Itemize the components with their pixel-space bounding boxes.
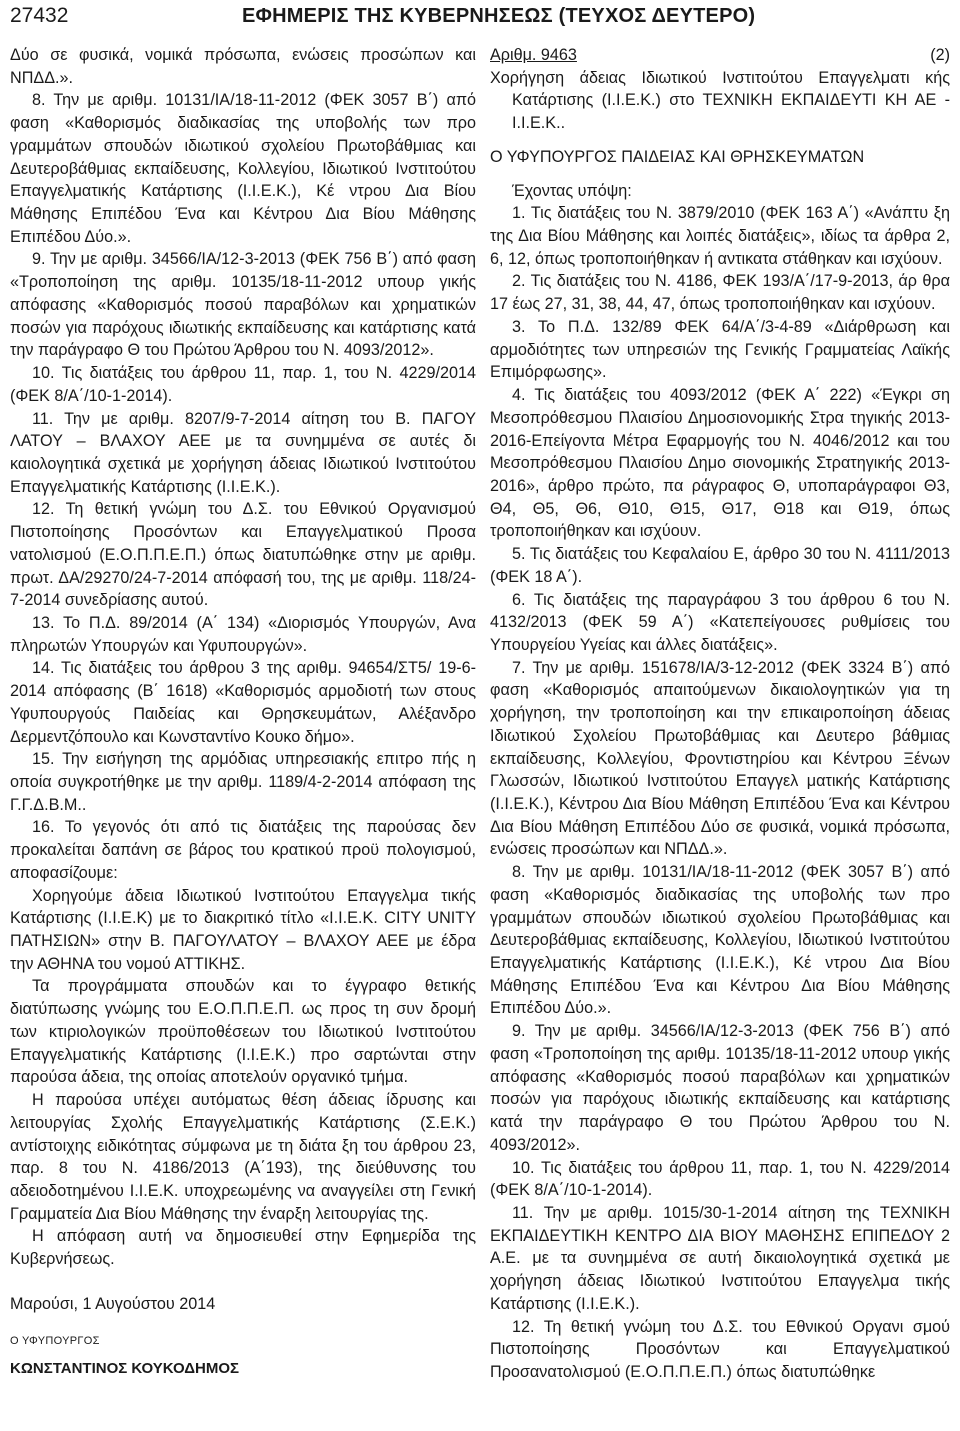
notice-number-line (490, 44, 950, 67)
paragraph: Η παρούσα υπέχει αυτόματως θέση άδειας ίδρυσης και λειτουργίας Σχολής Επαγγελματικής Κατάρτισης (Σ.Ε.Κ.) αντίστοιχης ειδικότητας σύμφωνα με τη διάτα ξη του άρθρου 23, παρ. 8 του Ν. 4186/2013 (Α΄193), της διεύθυνσης του αδειοδοτημένου Ι.Ι.Ε.Κ. υποχρεωμένης να αναγγείλει στη Γενική Γραμματεία Δια Βίου Μάθησης την έναρξη λειτουργίας της. (10, 1091, 476, 1223)
paragraph: 3. Το Π.Δ. 132/89 ΦΕΚ 64/Α΄/3-4-89 «Διάρθρωση και αρμοδιότητες των υπηρεσιών της Γενικής Γραμματείας Λαϊκής Επιμόρφωσης». (490, 317, 950, 382)
paragraph: 11. Την με αριθμ. 8207/9-7-2014 αίτηση του Β. ΠΑΓΟΥ ΛΑΤΟΥ – ΒΛΑΧΟΥ ΑΕΕ με τα συνημμένα σε αυτές δι καιολογητικά σχετικά με χορήγηση άδειας Ιδιωτικού Ινστιτούτου Επαγγελματικής Κατάρτισης (Ι.Ι.Ε.Κ.). (10, 409, 476, 496)
paragraph: 6. Τις διατάξεις της παραγράφου 3 του άρθρου 6 του Ν. 4132/2013 (ΦΕΚ 59 Α΄) «Κατεπείγουσες ρυθμίσεις του Υπουργείου Υγείας και άλλες διατάξεις». (490, 590, 950, 654)
paragraph: Χορηγούμε άδεια Ιδιωτικού Ινστιτούτου Επαγγελμα τικής Κατάρτισης (Ι.Ι.Ε.Κ) με το διακριτικό τίτλο «Ι.Ι.Ε.Κ. CITY UNITY ΠΑΤΗΣΙΩΝ» στην Β. ΠΑΓΟΥΛΑΤΟΥ – ΒΛΑΧΟΥ ΑΕΕ με έδρα την ΑΘΗΝΑ του νομού ΑΤΤΙΚΗΣ. (10, 886, 476, 973)
paragraph: Τα προγράμματα σπουδών και το έγγραφο θετικής διατύπωσης γνώμης του Ε.Ο.Π.Π.Ε.Π. ως προς τη συν δρομή των κτιριολογικών προϋποθέσεων του Ιδιωτικού Ινστιτούτου Επαγγελματικής Κατάρτισης (Ι.Ι.Ε.Κ.) προ σαρτώνται στην παρούσα άδεια, της οποίας αποτελούν οργανικό τμήμα. (10, 977, 476, 1087)
paragraph: Δύο σε φυσικά, νομικά πρόσωπα, ενώσεις προσώπων και ΝΠΔΔ.». (10, 46, 476, 87)
paragraph: 2. Τις διατάξεις του Ν. 4186, ΦΕΚ 193/Α΄/17-9-2013, άρ θρα 17 έως 27, 31, 38, 44, 47, όπως τροποποιήθηκαν και ισχύουν. (490, 272, 950, 314)
notice-title: Χορήγηση άδειας Ιδιωτικού Ινστιτούτου Επαγγελματι κής Κατάρτισης (Ι.Ι.Ε.Κ.) στο ΤΕΧΝΙΚΗ ΕΚΠΑΙΔΕΥΤΙ ΚΗ ΑΕ - Ι.Ι.Ε.Κ.. (490, 68, 950, 133)
ministry-heading: Ο ΥΦΥΠΟΥΡΓΟΣ ΠΑΙΔΕΙΑΣ ΚΑΙ ΘΡΗΣΚΕΥΜΑΤΩΝ (490, 147, 865, 166)
paragraph: 5. Τις διατάξεις του Κεφαλαίου Ε, άρθρο 30 του Ν. 4111/2013 (ΦΕΚ 18 Α΄). (490, 545, 950, 586)
paragraph: 10. Τις διατάξεις του άρθρου 11, παρ. 1, του Ν. 4229/2014 (ΦΕΚ 8/Α΄/10-1-2014). (10, 364, 476, 405)
paragraph: Η απόφαση αυτή να δημοσιευθεί στην Εφημερίδα της Κυβερνήσεως. (10, 1227, 476, 1269)
paragraph: 1. Τις διατάξεις του Ν. 3879/2010 (ΦΕΚ 163 Α΄) «Ανάπτυ ξη της Δια Βίου Μάθησης και λοιπές διατάξεις», ιδίως τα άρθρα 2, 6, 12, όπως τροποποιήθηκαν ή αντικατα στάθηκαν και ισχύουν. (490, 204, 950, 268)
signature-name: ΚΩΝΣΤΑΝΤΙΝΟΣ ΚΟΥΚΟΔΗΜΟΣ (10, 1360, 239, 1378)
page-header (10, 2, 950, 32)
paragraph: 16. Το γεγονός ότι από τις διατάξεις της παρούσας δεν προκαλείται δαπάνη σε βάρος του κρατικού προϋ πολογισμού, αποφασίζουμε: (10, 818, 476, 882)
left-column (10, 44, 476, 1381)
journal-title: ΕΦΗΜΕΡΙΣ ΤΗΣ ΚΥΒΕΡΝΗΣΕΩΣ (ΤΕΥΧΟΣ ΔΕΥΤΕΡΟ) (242, 5, 756, 27)
notice-number: Αριθμ. 9463 (490, 46, 577, 64)
paragraph: 9. Την με αριθμ. 34566/ΙΑ/12-3-2013 (ΦΕΚ 756 Β΄) από φαση «Τροποποίηση της αριθμ. 10135/18-11-2012 υπουρ γικής απόφασης «Καθορισμός ποσού παραβόλων και χρηματικών ποσών για παρόχους ιδιωτικής εκπαίδευσης και κατάρτισης κατά την παράγραφο Θ του Πρώτου Άρθρου του Ν. 4093/2012». (490, 1022, 950, 1154)
paragraph: 8. Την με αριθμ. 10131/ΙΑ/18-11-2012 (ΦΕΚ 3057 Β΄) από φαση «Καθορισμός διαδικασίας της υποβολής των προ γραμμάτων σπουδών ιδιωτικού σχολείου Πρωτοβάθμιας και Δευτεροβάθμιας εκπαίδευσης, Κολλεγίου, Ιδιωτικού Ινστιτούτου Επαγγελματικής Κατάρτισης (Ι.Ι.Ε.Κ.), Κέ ντρου Δια Βίου Μάθησης Επιπέδου Ένα και Κέντρου Δια Βίου Μάθησης Επιπέδου Δύο.». (490, 863, 950, 1018)
paragraph: 11. Την με αριθμ. 1015/30-1-2014 αίτηση της ΤΕΧΝΙΚΗ ΕΚΠΑΙΔΕΥΤΙΚΗ ΚΕΝΤΡΟ ΔΙΑ ΒΙΟΥ ΜΑΘΗΣΗΣ ΕΠΙΠΕΔΟΥ 2 Α.Ε. με τα συνημμένα σε αυτή δικαιολογητικά σχετικά με χορήγηση άδειας Ιδιωτικού Ινστιτούτου Επαγγελμα τικής Κατάρτισης (Ι.Ι.Ε.Κ.). (490, 1203, 950, 1313)
paragraph: 8. Την με αριθμ. 10131/ΙΑ/18-11-2012 (ΦΕΚ 3057 Β΄) από φαση «Καθορισμός διαδικασίας της υποβολής των προ γραμμάτων σπουδών ιδιωτικού σχολείου Πρωτοβάθμιας και Δευτεροβάθμιας εκπαίδευσης, Κολλεγίου, Ιδιωτικού Ινστιτούτου Επαγγελματικής Κατάρτισης (Ι.Ι.Ε.Κ.), Κέ ντρου Δια Βίου Μάθησης Επιπέδου Ένα και Κέντρου Δια Βίου Μάθησης Επιπέδου Δύο.». (10, 91, 476, 246)
considering-heading: Έχοντας υπόψη: (512, 181, 632, 200)
right-column (490, 44, 950, 1384)
paragraph: 15. Την εισήγηση της αρμόδιας υπηρεσιακής επιτρο πής η οποία συγκροτήθηκε με την αριθμ. 1189/4-2-2014 απόφαση της Γ.Γ.Δ.Β.Μ.. (10, 750, 476, 814)
paragraph: 4. Τις διατάξεις του 4093/2012 (ΦΕΚ Α΄ 222) «Έγκρι ση Μεσοπρόθεσμου Πλαισίου Δημοσιονομικής Στρα τηγικής 2013-2016-Επείγοντα Μέτρα Εφαρμογής του Ν. 4046/2012 και του Μεσοπρόθεσμου Πλαισίου Δημο σιονομικής Στρατηγικής 2013-2016», άρθρο πρώτο, πα ράγραφος Θ, υποπαράγραφοι Θ3, Θ4, Θ5, Θ6, Θ10, Θ15, Θ17, Θ18 και Θ19, όπως τροποποιήθηκαν και ισχύουν. (490, 386, 950, 541)
paragraph: 14. Τις διατάξεις του άρθρου 3 της αριθμ. 94654/ΣΤ5/ 19-6-2014 απόφασης (Β΄ 1618) «Καθορισμός αρμοδιοτή των στους Υφυπουργούς Παιδείας και Θρησκευμάτων, Αλέξανδρο Δερμεντζόπουλο και Κωνσταντίνο Κουκο δήμο». (10, 659, 476, 746)
paragraph: 7. Την με αριθμ. 151678/ΙΑ/3-12-2012 (ΦΕΚ 3324 Β΄) από φαση «Καθορισμός απαιτούμενων δικαιολογητικών για τη χορήγηση, την τροποποίηση και την επικαιροποίηση άδειας Ιδιωτικού Σχολείου Πρωτοβάθμιας και Δευτερο βάθμιας εκπαίδευσης, Κολλεγίου, Φροντιστηρίου και Κέντρου Ξένων Γλωσσών, Ιδιωτικού Ινστιτούτου Επαγγελ ματικής Κατάρτισης (Ι.Ι.Ε.Κ.), Κέντρου Δια Βίου Μάθηση Επιπέδου Ένα και Κέντρου Δια Βίου Μάθηση Επιπέδου Δύο σε φυσικά, νομικά πρόσωπα, ενώσεις προσώπων και ΝΠΔΔ.». (490, 658, 950, 859)
notice-ref: (2) (930, 46, 950, 64)
paragraph: 10. Τις διατάξεις του άρθρου 11, παρ. 1, του Ν. 4229/2014 (ΦΕΚ 8/Α΄/10-1-2014). (490, 1158, 950, 1200)
signature-role: Ο ΥΦΥΠΟΥΡΓΟΣ (10, 1334, 100, 1347)
paragraph: 9. Την με αριθμ. 34566/ΙΑ/12-3-2013 (ΦΕΚ 756 Β΄) από φαση «Τροποποίηση της αριθμ. 10135/18-11-2012 υπουρ γικής απόφασης «Καθορισμός ποσού παραβόλων και χρηματικών ποσών για παρόχους ιδιωτικής εκπαίδευσης και κατάρτισης κατά την παράγραφο Θ του Πρώτου Άρθρου του Ν. 4093/2012». (10, 250, 476, 360)
paragraph: 12. Τη θετική γνώμη του Δ.Σ. του Εθνικού Οργανισμού Πιστοποίησης Προσόντων και Επαγγελματικού Προσα νατολισμού (Ε.Ο.Π.Π.Ε.Π.) όπως διατυπώθηκε στην με αριθμ. πρωτ. ΔΑ/29270/24-7-2014 απόφασή του, της με αριθμ. 118/24-7-2014 συνεδρίασης αυτού. (10, 500, 476, 610)
paragraph: 13. Το Π.Δ. 89/2014 (Α΄ 134) «Διορισμός Υπουργών, Ανα πληρωτών Υπουργών και Υφυπουργών». (10, 613, 476, 655)
signature-place-date: Μαρούσι, 1 Αυγούστου 2014 (10, 1294, 216, 1313)
page-number: 27432 (10, 4, 69, 27)
paragraph: 12. Τη θετική γνώμη του Δ.Σ. του Εθνικού Οργανι σμού Πιστοποίησης Προσόντων και Επαγγελματικού Προσανατολισμού (Ε.Ο.Π.Π.Ε.Π.) όπως διατυπώθηκε (490, 1317, 950, 1381)
